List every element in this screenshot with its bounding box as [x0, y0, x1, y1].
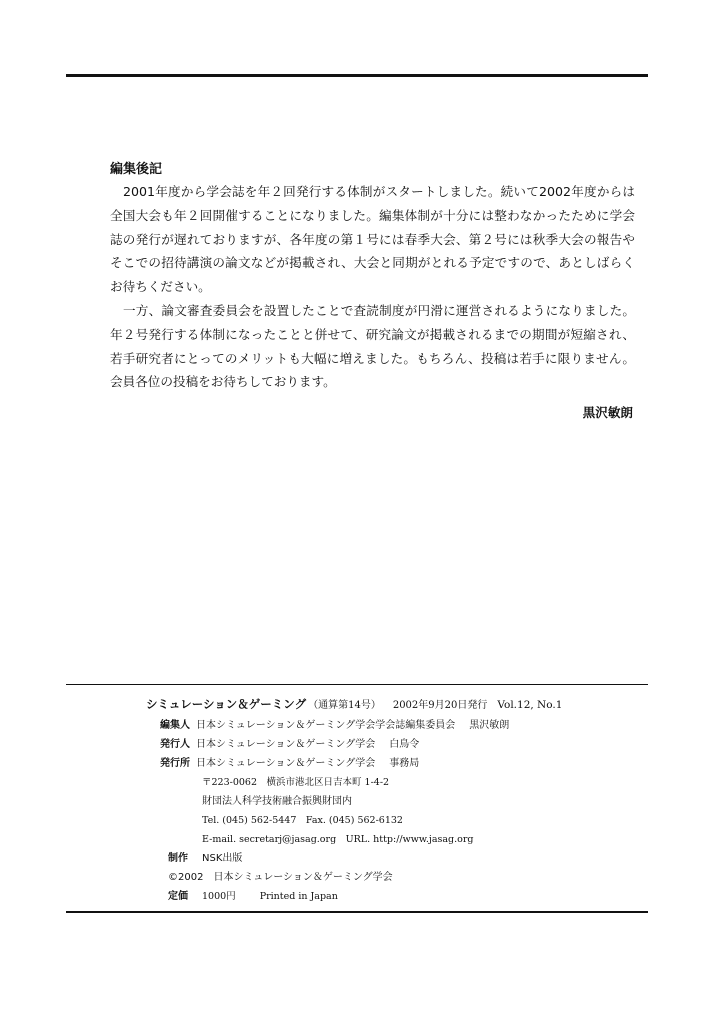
editor-name: 黒沢敏朗: [469, 720, 510, 731]
publisher-name: 白鳥令: [389, 739, 420, 750]
tel-fax: Tel. (045) 562-5447 Fax. (045) 562-6132: [202, 815, 403, 826]
office-row: [146, 754, 616, 773]
journal-title: シミュレーション＆ゲーミング: [146, 697, 307, 711]
tel-fax-row: [146, 811, 616, 830]
office-label: 発行所: [160, 758, 190, 769]
production-row: [146, 849, 616, 868]
postscript-paragraph-1: 2001年度から学会誌を年２回発行する体制がスタートしました。続いて2002年度からは全国大会も年２回開催することになりました。編集体制が十分には整わなかったために学会誌の発行が遅れておりますが、各年度の第１号には春季大会、第２号には秋季大会の報告やそこでの招待講演の論文などが掲載され、大会と同期がとれる予定ですので、あとしばらくお待ちください。: [110, 184, 635, 295]
editor-row: [146, 716, 616, 735]
printed-in: Printed in Japan: [259, 891, 338, 902]
price-label: 定価: [168, 891, 188, 902]
top-rule: [66, 74, 648, 77]
publisher-org: 日本シミュレーション＆ゲーミング学会: [196, 739, 376, 750]
email-url-row: [146, 830, 616, 849]
foundation: 財団法人科学技術融合振興財団内: [202, 796, 352, 807]
postscript-heading: 編集後記: [110, 162, 163, 177]
address: 〒223-0062 横浜市港北区日吉本町 1-4-2: [202, 777, 390, 788]
copyright-row: [146, 868, 616, 887]
colophon-rule: [66, 684, 648, 685]
colophon-title-line: [146, 694, 616, 716]
volume-number: Vol.12, No.1: [497, 699, 563, 711]
address-row: [146, 773, 616, 792]
editor-org: 日本シミュレーション＆ゲーミング学会学会誌編集委員会: [196, 720, 456, 731]
foundation-row: [146, 792, 616, 811]
price-value: 1000円: [202, 891, 236, 902]
price-row: [146, 887, 616, 906]
bottom-rule: [66, 911, 648, 913]
editor-label: 編集人: [160, 720, 190, 731]
colophon: [146, 694, 616, 906]
editors-postscript: [110, 160, 635, 394]
publisher-label: 発行人: [160, 739, 190, 750]
postscript-paragraph-2: 一方、論文審査委員会を設置したことで査読制度が円滑に運営されるようになりました。年２号発行する体制になったことと併せて、研究論文が掲載されるまでの期間が短縮され、若手研究者にとってのメリットも大幅に増えました。もちろん、投稿は若手に限りません。会員各位の投稿をお待ちしております。: [110, 302, 635, 390]
email-url: E-mail. secretarj@jasag.org URL. http://www.jasag.org: [202, 834, 474, 845]
office-org: 日本シミュレーション＆ゲーミング学会: [196, 758, 376, 769]
copyright: ©2002 日本シミュレーション＆ゲーミング学会: [168, 872, 393, 883]
production-value: NSK出版: [202, 853, 243, 864]
production-label: 制作: [168, 853, 188, 864]
postscript-author: 黒沢敏朗: [582, 405, 633, 420]
issue-number: （通算第14号）: [308, 700, 381, 711]
publication-date: 2002年9月20日発行: [392, 700, 488, 711]
office-name: 事務局: [389, 758, 420, 769]
publisher-row: [146, 735, 616, 754]
